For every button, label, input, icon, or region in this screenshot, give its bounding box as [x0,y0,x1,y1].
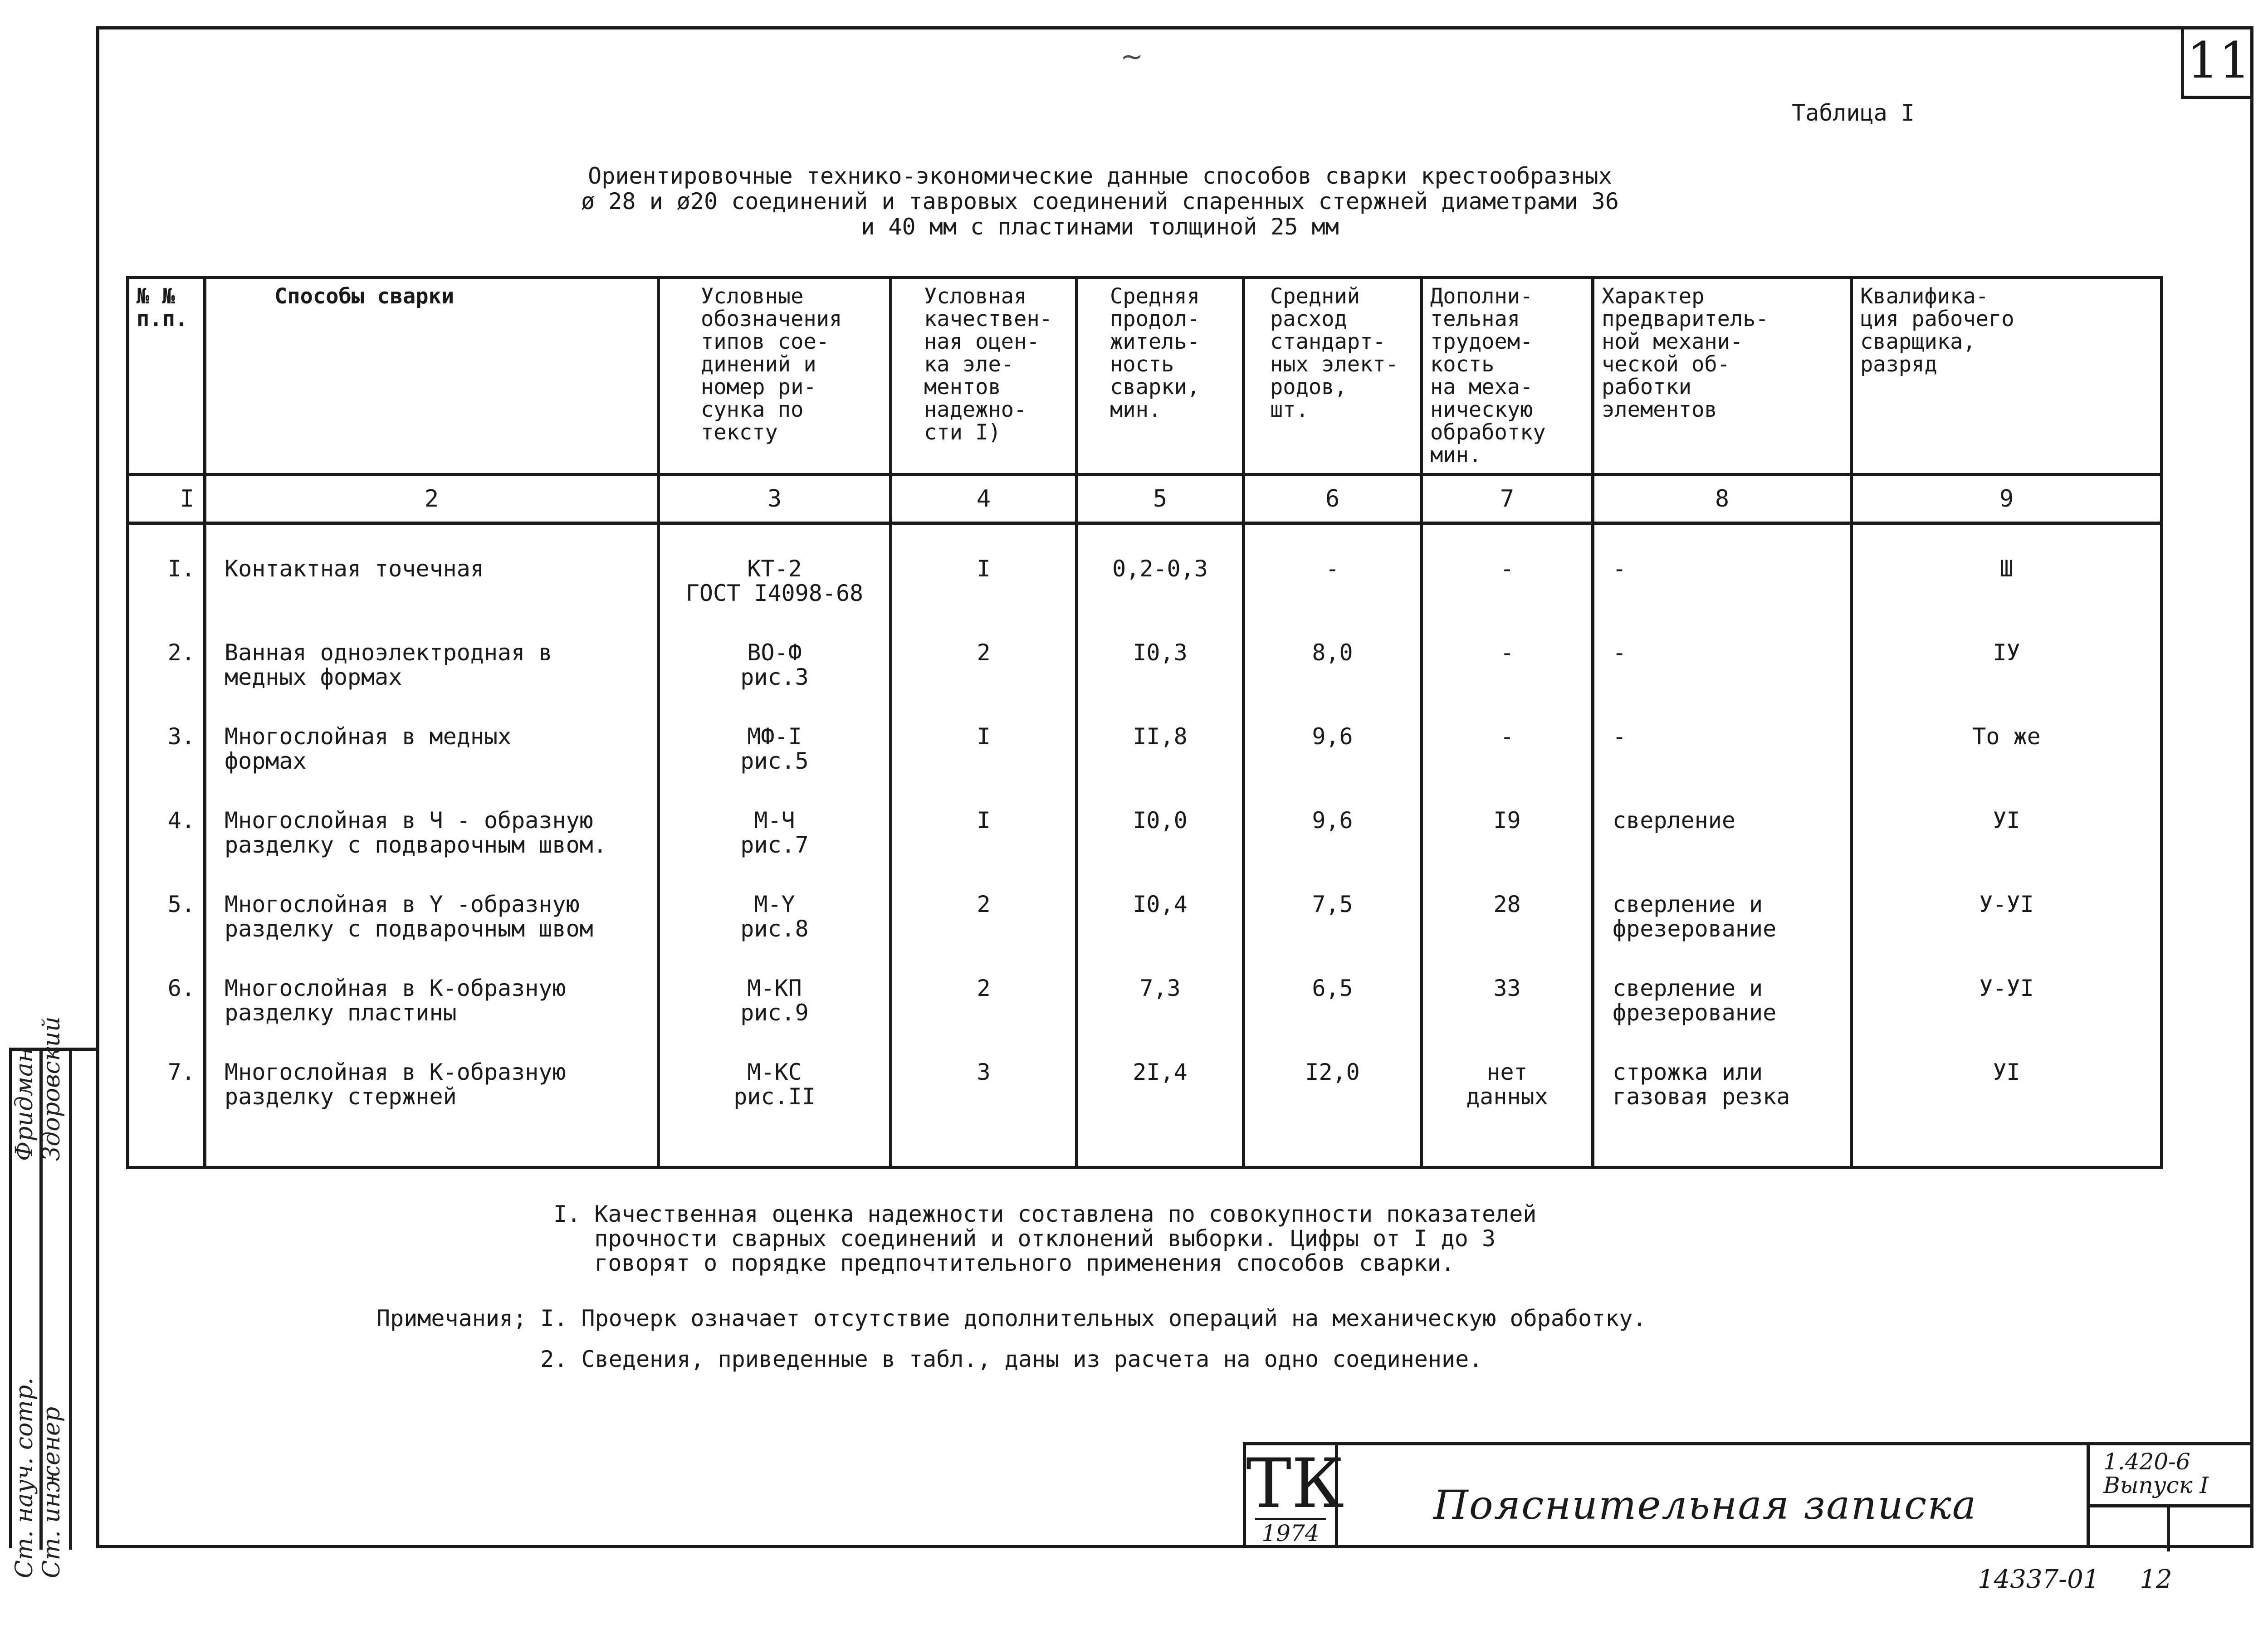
header-line: сварки, [1110,375,1200,400]
table-cell-quality [892,808,1075,833]
cell-divider [2167,1507,2170,1551]
header-line: ная оцен- [924,329,1040,354]
cell-line: - [1500,639,1514,666]
cell-line: 9,6 [1312,807,1353,834]
header-line: ность [1110,352,1174,377]
table-body-row [128,523,2162,1168]
cell-line: М-КС [747,1059,802,1085]
cell-line: рис.8 [740,916,809,942]
header-line: Средняя [1110,284,1200,309]
column-number: 2 [205,475,659,523]
cell-line: 28 [1493,891,1521,917]
cell-line: рис.II [733,1083,816,1110]
welding-data-table [126,276,2163,1169]
table-cell-processing [1594,640,1850,665]
table-cell-duration [1078,556,1242,581]
header-row [128,278,2162,475]
column-number: 7 [1422,475,1593,523]
cell-line: Многослойная в Ч - образную [225,807,593,834]
column-labor [1422,523,1593,1168]
table-cell-processing [1594,556,1850,581]
column-number: 5 [1077,475,1244,523]
table-cell-duration [1078,640,1242,665]
cell-line: I0,0 [1133,807,1188,834]
bottom-numbers: 14337-01 12 [1978,1565,2172,1594]
table-cell-quality [892,556,1075,581]
column-number: 8 [1593,475,1852,523]
header-line: мин. [1430,443,1482,468]
table-cell-grade [1853,556,2160,581]
cell-line: сверление и [1613,891,1763,917]
table-cell-electrodes [1245,976,1420,1000]
title-line: Ориентировочные технико-экономические данные способов сварки крестообразных [588,163,1612,189]
table-cell-method [206,1060,657,1109]
table-cell-designation [660,724,889,773]
header-line: стандарт- [1270,329,1386,354]
title-line: ø 28 и ø20 соединений и тавровых соединений спаренных стержней диаметрами 36 [581,188,1619,215]
table-cell-num [129,556,203,581]
column-electrodes [1244,523,1422,1168]
header-cell [1244,278,1422,475]
header-line: сунка по [701,397,804,422]
table-cell-quality [892,976,1075,1000]
cell-line: 0,2-0,3 [1112,556,1208,582]
cell-line: Многослойная в К-образную [225,975,566,1001]
header-line: Характер [1602,284,1705,309]
cell-line: 2I,4 [1133,1059,1188,1085]
header-cell [205,278,659,475]
cell-line: То же [1972,723,2041,750]
column-number: 9 [1852,475,2162,523]
title-block [1243,1442,2253,1548]
tk-logo-letters: ТК [1246,1444,1344,1523]
table-cell-designation [660,808,889,857]
cell-line: I0,4 [1133,891,1188,917]
table-cell-labor [1423,724,1591,749]
document-issue-line: Выпуск I [2103,1472,2209,1498]
cell-line: УI [1993,807,2020,834]
table-cell-processing [1594,892,1850,941]
code-sub-cells [2090,1504,2253,1551]
footnote-line: I. Качественная оценка надежности составлена по совокупности показателей [553,1201,1537,1227]
column-grade [1852,523,2162,1168]
table-cell-num [129,1060,203,1084]
header-line: типов сое- [701,329,829,354]
cell-line: - [1613,556,1627,582]
table-cell-duration [1078,724,1242,749]
cell-line: Многослойная в К-образную [225,1059,566,1085]
document-title: Пояснительная записка [1433,1482,1977,1528]
header-line: ция рабочего [1860,307,2014,332]
header-line: разряд [1860,352,1937,377]
table-cell-electrodes [1245,640,1420,665]
header-line: тельная [1430,307,1520,332]
table-cell-duration [1078,892,1242,917]
header-line: элементов [1602,397,1717,422]
side-name-1: Фридман [11,1047,38,1161]
cell-line: строжка или [1613,1059,1763,1085]
cell-line: 9,6 [1312,723,1353,750]
header-line: ментов [924,375,1001,400]
cell-line: I [977,556,991,582]
cell-line: I. [167,556,195,582]
column-number: 3 [659,475,891,523]
cell-line: МФ-I [747,723,802,750]
header-line: ка эле- [924,352,1014,377]
table-cell-grade [1853,1060,2160,1084]
cell-line: - [1613,639,1627,666]
table-cell-labor [1423,640,1591,665]
table-cell-num [129,976,203,1000]
note-line: Примечания; I. Прочерк означает отсутствие дополнительных операций на механическую обработку. [376,1305,1647,1332]
column-designation [659,523,891,1168]
cell-line: ГОСТ I4098-68 [685,580,864,606]
table-cell-designation [660,556,889,605]
column-quality [891,523,1077,1168]
header-line: мин. [1110,397,1162,422]
table-cell-method [206,808,657,857]
cell-line: 7,3 [1139,975,1181,1001]
header-line: предваритель- [1602,307,1769,332]
cell-line: 4. [167,807,195,834]
header-line: кость [1430,352,1495,377]
table-cell-electrodes [1245,556,1420,581]
cell-line: I [977,807,991,834]
cell-line: 2 [977,975,991,1001]
cell-line: IУ [1993,639,2020,666]
cell-line: сверление [1613,807,1735,834]
cell-line: 7. [167,1059,195,1085]
header-line: работки [1602,375,1692,400]
table-cell-grade [1853,640,2160,665]
document-code [2103,1450,2209,1497]
header-line: динений и [701,352,816,377]
header-line: житель- [1110,329,1200,354]
column-number: 4 [891,475,1077,523]
table-cell-num [129,892,203,917]
table-cell-processing [1594,976,1850,1025]
table-cell-quality [892,892,1075,917]
column-number-row [128,475,2162,523]
header-line: № № [137,284,175,309]
table-cell-method [206,976,657,1025]
table-cell-processing [1594,1060,1850,1109]
table-cell-grade [1853,808,2160,833]
cell-line: КТ-2 [747,556,802,582]
cell-line: УI [1993,1059,2020,1085]
table-cell-electrodes [1245,724,1420,749]
cell-line: 5. [167,891,195,917]
table-cell-labor [1423,892,1591,917]
table-cell-grade [1853,892,2160,917]
table-cell-method [206,724,657,773]
cell-line: Контактная точечная [225,556,484,582]
header-line: п.п. [137,307,188,332]
table-cell-num [129,808,203,833]
cell-line: У-УI [1979,891,2034,917]
header-line: продол- [1110,307,1200,332]
table-cell-quality [892,1060,1075,1084]
side-name-2: Здоровский [38,1016,65,1161]
cell-line: фрезерование [1613,916,1777,942]
table-cell-designation [660,640,889,689]
cell-line: М-Y [754,891,795,917]
footnote-line: прочности сварных соединений и отклонений выборки. Цифры от I до 3 [553,1225,1496,1252]
side-role-2: Ст. инженер [38,1406,65,1578]
table-label: Таблица I [1792,100,1915,126]
header-cell [1852,278,2162,475]
table-cell-quality [892,640,1075,665]
cell-line: рис.5 [740,748,809,774]
cell-line: фрезерование [1613,1000,1777,1026]
cell-line: I [977,723,991,750]
cell-line: газовая резка [1613,1083,1790,1110]
table-cell-labor [1423,808,1591,833]
tk-logo [1243,1444,1344,1548]
header-cell [1593,278,1852,475]
table-cell-method [206,892,657,941]
cell-line: I2,0 [1305,1059,1360,1085]
cell-line: медных формах [225,664,402,690]
cell-line: - [1325,556,1339,582]
cell-line: - [1613,723,1627,750]
cell-line: данных [1466,1083,1548,1110]
cell-line: - [1500,556,1514,582]
table-cell-duration [1078,1060,1242,1084]
footnote [553,1202,1536,1275]
table-cell-num [129,640,203,665]
header-line: обработку [1430,420,1546,445]
cell-line: Ванная одноэлектродная в [225,639,552,666]
header-line: номер ри- [701,375,816,400]
cell-line: сверление и [1613,975,1763,1001]
cell-line: М-Ч [754,807,795,834]
header-line: расход [1270,307,1347,332]
cell-line: рис.9 [740,1000,809,1026]
header-line: Дополни- [1430,284,1533,309]
header-line: трудоем- [1430,329,1533,354]
cell-line: Многослойная в медных [225,723,512,750]
header-line: на меха- [1430,375,1533,400]
header-cell [891,278,1077,475]
column-row-numbers [128,523,205,1168]
column-number: 6 [1244,475,1422,523]
header-line: ных элект- [1270,352,1398,377]
cell-line: рис.7 [740,832,809,858]
cell-line: 2 [977,891,991,917]
table-cell-duration [1078,808,1242,833]
table-cell-labor [1423,556,1591,581]
cell-line: рис.3 [740,664,809,690]
cell-line: разделку пластины [225,1000,457,1026]
side-divider [69,1051,72,1550]
table-cell-processing [1594,808,1850,833]
document-code-line: 1.420-6 [2103,1449,2190,1475]
column-processing [1593,523,1852,1168]
header-line: ной механи- [1602,329,1743,354]
header-line: ническую [1430,397,1533,422]
table-cell-designation [660,976,889,1025]
cell-line: - [1500,723,1514,750]
sheet-number: 11 [2181,26,2253,99]
cell-line: I0,3 [1133,639,1188,666]
table-cell-grade [1853,976,2160,1000]
cell-line: формах [225,748,307,774]
header-line: шт. [1270,397,1309,422]
cell-line: 6. [167,975,195,1001]
cell-line: 3 [977,1059,991,1085]
table-cell-electrodes [1245,1060,1420,1084]
cell-line: ВО-Ф [747,639,802,666]
cell-line: 7,5 [1312,891,1353,917]
table-cell-method [206,556,657,581]
column-welding-method [205,523,659,1168]
header-line: Условные [701,284,804,309]
cell-line: разделку с подварочным швом. [225,832,607,858]
header-cell [1077,278,1244,475]
table-cell-duration [1078,976,1242,1000]
cell-line: 6,5 [1312,975,1353,1001]
notes [376,1298,1647,1380]
header-line: Условная [924,284,1027,309]
table-cell-quality [892,724,1075,749]
header-line: качествен- [924,307,1052,332]
header-line: родов, [1270,375,1347,400]
column-number: I [128,475,205,523]
table-cell-electrodes [1245,892,1420,917]
table-cell-labor [1423,1060,1591,1109]
cell-line: 2 [977,639,991,666]
cell-line: М-КП [747,975,802,1001]
header-line: ческой об- [1602,352,1730,377]
table-cell-labor [1423,976,1591,1000]
table-cell-electrodes [1245,808,1420,833]
table-cell-method [206,640,657,689]
cell-line: Ш [1999,556,2014,582]
cell-line: II,8 [1133,723,1188,750]
table-cell-num [129,724,203,749]
title-line: и 40 мм с пластинами толщиной 25 мм [861,214,1339,240]
header-line: надежно- [924,397,1027,422]
header-line: Квалифика- [1860,284,1989,309]
table-cell-processing [1594,724,1850,749]
table-cell-designation [660,892,889,941]
header-line: Средний [1270,284,1360,309]
cell-line: 33 [1493,975,1521,1001]
column-duration [1077,523,1244,1168]
scan-mark: ~ [1120,41,1144,73]
cell-line: Многослойная в Y -образную [225,891,580,917]
footnote-line: говорят о порядке предпочтительного применения способов сварки. [553,1250,1455,1276]
document-code-box [2087,1445,2253,1548]
header-cell [659,278,891,475]
cell-line: 8,0 [1312,639,1353,666]
header-line: Способы сварки [274,284,455,309]
cell-line: I9 [1493,807,1521,834]
tk-year: 1974 [1255,1518,1326,1546]
header-line: обозначения [701,307,842,332]
header-cell [1422,278,1593,475]
header-line: сти I) [924,420,1001,445]
table-cell-designation [660,1060,889,1109]
cell-line: разделку стержней [225,1083,457,1110]
cell-line: У-УI [1979,975,2034,1001]
cell-line: нет [1486,1059,1528,1085]
header-cell [128,278,205,475]
cell-line: разделку с подварочным швом [225,916,593,942]
cell-line: 2. [167,639,195,666]
table-cell-grade [1853,724,2160,749]
table-title [454,163,1746,239]
header-line: сварщика, [1860,329,1976,354]
note-line: 2. Сведения, приведенные в табл., даны из расчета на одно соединение. [376,1346,1483,1372]
header-line: тексту [701,420,778,445]
side-role-1: Ст. науч. сотр. [11,1377,38,1578]
cell-line: 3. [167,723,195,750]
